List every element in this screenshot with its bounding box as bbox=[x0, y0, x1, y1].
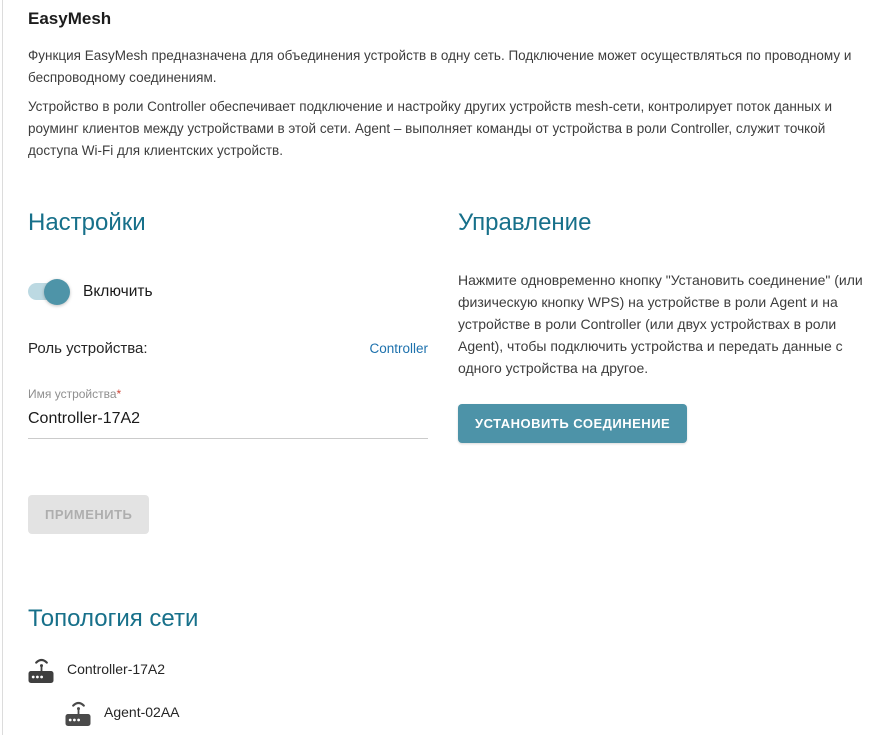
device-name-label-text: Имя устройства bbox=[28, 387, 117, 401]
device-name-input[interactable] bbox=[28, 410, 428, 439]
settings-management-columns bbox=[28, 208, 868, 534]
device-name-label bbox=[28, 387, 428, 401]
enable-toggle-label: Включить bbox=[83, 283, 153, 300]
establish-connection-button[interactable]: УСТАНОВИТЬ СОЕДИНЕНИЕ bbox=[458, 404, 687, 443]
required-asterisk: * bbox=[116, 387, 122, 401]
intro-paragraph-2: Устройство в роли Controller обеспечивает подключение и настройку других устройств mesh-сети, контролирует поток данных и роуминг клиентов между устройствами в этой сети. Agent – выполняет команды от устройства в роли Controller, служит точкой доступа Wi-Fi для клиентских устройств. bbox=[28, 99, 833, 158]
apply-button[interactable]: ПРИМЕНИТЬ bbox=[28, 495, 149, 534]
management-description: Нажмите одновременно кнопку "Установить соединение" (или физическую кнопку WPS) на устройстве в роли Agent и на устройстве в роли Controller (или двух устройствах в роли Agent), чтобы подключить устройства и передать данные с одного устройства на другое. bbox=[458, 272, 863, 376]
settings-heading: Настройки bbox=[28, 209, 146, 236]
page-title: EasyMesh bbox=[28, 9, 112, 28]
toggle-knob bbox=[44, 279, 70, 305]
topology-heading: Топология сети bbox=[28, 605, 199, 632]
topology-node-name: Controller-17A2 bbox=[67, 661, 166, 677]
device-role-value-link[interactable]: Controller bbox=[369, 341, 428, 356]
router-icon bbox=[65, 697, 92, 727]
content-left-border bbox=[2, 0, 3, 735]
settings-column bbox=[28, 208, 428, 534]
router-icon bbox=[28, 654, 55, 684]
device-role-label: Роль устройства: bbox=[28, 340, 148, 357]
intro-paragraph-1: Функция EasyMesh предназначена для объединения устройств в одну сеть. Подключение может осуществляться по проводному и беспроводному соединениям. bbox=[28, 48, 852, 85]
topology-node-controller bbox=[28, 654, 868, 684]
device-role-row bbox=[28, 340, 428, 357]
device-name-field bbox=[28, 387, 428, 439]
enable-toggle[interactable] bbox=[28, 279, 70, 305]
topology-node-agent bbox=[65, 697, 868, 727]
management-heading: Управление bbox=[458, 209, 592, 236]
enable-toggle-row bbox=[28, 278, 428, 306]
management-column bbox=[458, 208, 868, 534]
topology-node-name: Agent-02AA bbox=[104, 704, 180, 720]
